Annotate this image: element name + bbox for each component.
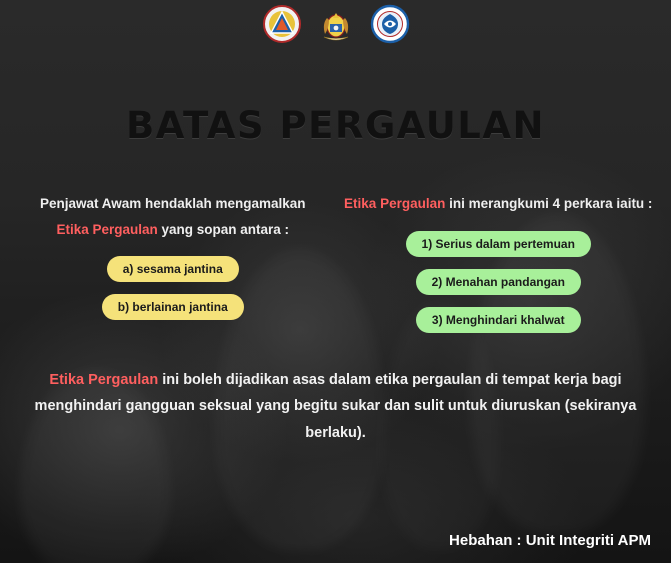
jabatan-pertahanan-awam-logo: [262, 4, 302, 44]
credit-line: Hebahan : Unit Integriti APM: [449, 532, 651, 549]
list-item: a) sesama jantina: [107, 256, 239, 282]
left-accent-term: Etika Pergaulan: [56, 221, 158, 237]
logo-row: [0, 0, 671, 46]
list-item: b) berlainan jantina: [102, 294, 244, 320]
page-title: BATAS PERGAULAN: [126, 104, 545, 147]
list-item: 2) Menahan pandangan: [416, 269, 581, 295]
right-pill-list: [342, 231, 656, 333]
content-columns: [0, 191, 671, 333]
summary-body: ini boleh dijadikan asas dalam etika pergaulan di tempat kerja bagi menghindari gangguan seksual yang begitu sukar dan sulit untuk diuruskan (sekiranya berlaku).: [34, 371, 637, 442]
left-pill-list: [16, 256, 330, 320]
left-column: [16, 191, 336, 333]
right-intro-line1: ini merangkumi 4 perkara iaitu :: [449, 196, 653, 211]
summary-accent-term: Etika Pergaulan: [49, 371, 159, 388]
right-accent-term: Etika Pergaulan: [344, 196, 446, 211]
list-item: 3) Menghindari khalwat: [416, 307, 581, 333]
right-column: [336, 191, 656, 333]
left-intro-line2: yang sopan antara :: [161, 221, 290, 237]
apm-integriti-logo: [370, 4, 410, 44]
list-item: 1) Serius dalam pertemuan: [406, 231, 591, 257]
left-intro-text: [16, 191, 330, 242]
jata-negara-logo: [316, 4, 356, 44]
summary-paragraph: [26, 367, 645, 447]
right-intro-text: [342, 191, 656, 217]
left-intro-line1: Penjawat Awam hendaklah mengamalkan: [39, 196, 306, 211]
